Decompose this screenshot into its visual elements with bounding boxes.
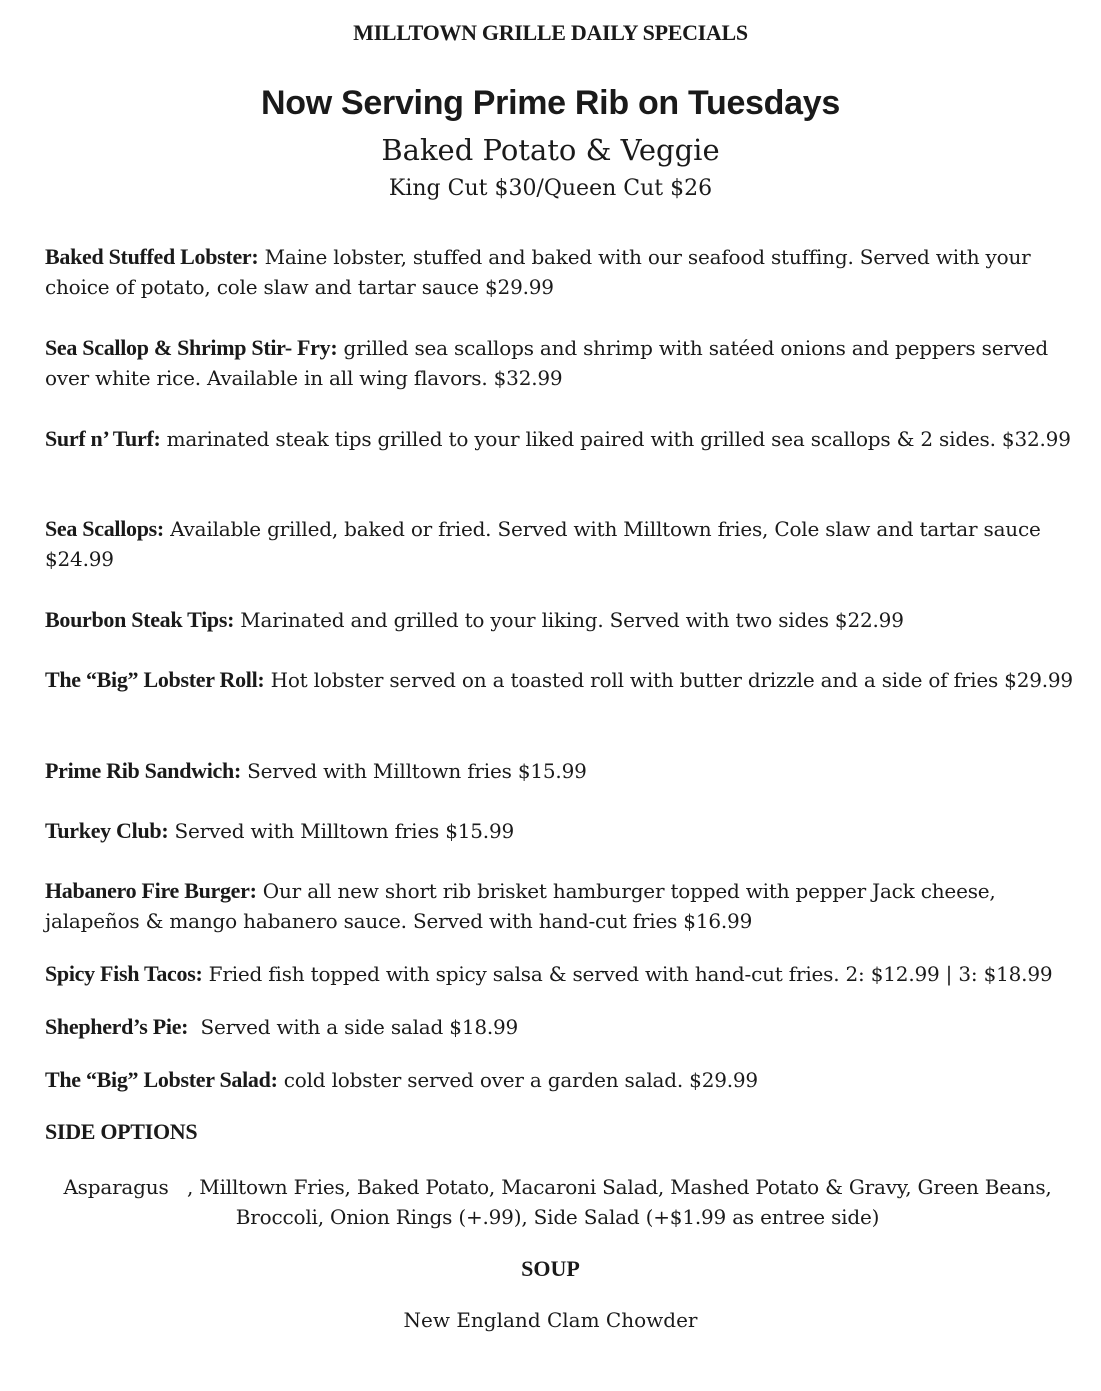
menu-item-name: Sea Scallops: [45, 516, 164, 541]
menu-item [45, 424, 1075, 454]
menu-item-description: cold lobster served over a garden salad. $29.99 [277, 1068, 758, 1092]
menu-item-description: Available grilled, baked or fried. Served with Milltown fries, Cole slaw and tartar sauce $24.99 [45, 517, 1041, 571]
side-options-text: Asparagus , Milltown Fries, Baked Potato, Macaroni Salad, Mashed Potato & Gravy, Green Beans, Broccoli, Onion Rings (+.99), Side Salad (+$1.99 as entree side) [63, 1175, 1058, 1229]
menu-item [45, 1012, 1075, 1042]
menu-item-description: Maine lobster, stuffed and baked with our seafood stuffing. Served with your choice of potato, cole slaw and tartar sauce $29.99 [45, 245, 1031, 299]
menu-item-name: The “Big” Lobster Roll: [45, 667, 265, 692]
menu-item [45, 756, 1075, 786]
menu-item [45, 959, 1075, 989]
menu-item-name: Baked Stuffed Lobster: [45, 244, 259, 269]
menu-item [45, 1065, 1075, 1095]
menu-item [45, 333, 1075, 393]
menu-item [45, 605, 1075, 635]
prime-rib-prices: King Cut $30/Queen Cut $26 [388, 176, 713, 201]
menu-item-description: Served with Milltown fries $15.99 [240, 759, 587, 783]
menu-item-name: Bourbon Steak Tips: [45, 607, 235, 632]
menu-item-description: marinated steak tips grilled to your liked paired with grilled sea scallops & 2 sides. $32.99 [160, 427, 1071, 451]
menu-item-name: Shepherd’s Pie: [45, 1014, 189, 1039]
side-options-list [60, 1172, 1058, 1232]
menu-item-description: Hot lobster served on a toasted roll with butter drizzle and a side of fries $29.99 [264, 668, 1073, 692]
menu-item-description: grilled sea scallops and shrimp with satéed onions and peppers served over white rice. Available in all wing flavors. $32.99 [45, 336, 1049, 390]
menu-item-name: Turkey Club: [45, 818, 169, 843]
menu-item-name: Prime Rib Sandwich: [45, 758, 241, 783]
menu-item-description: Served with Milltown fries $15.99 [168, 819, 515, 843]
menu-title: MILLTOWN GRILLE DAILY SPECIALS [353, 20, 748, 45]
side-options-heading: SIDE OPTIONS [45, 1119, 198, 1144]
menu-item-name: Sea Scallop & Shrimp Stir- Fry: [45, 335, 338, 360]
menu-item-description: Our all new short rib brisket hamburger topped with pepper Jack cheese, jalapeños & mango habanero sauce. Served with hand-cut fries $16.99 [45, 879, 996, 933]
menu-item-name: Spicy Fish Tacos: [45, 961, 203, 986]
soup-item: New England Clam Chowder [403, 1308, 698, 1332]
menu-item [45, 665, 1075, 695]
menu-item [45, 876, 1075, 936]
menu-item [45, 816, 1075, 846]
menu-item [45, 242, 1075, 302]
menu-item-description: Fried fish topped with spicy salsa & served with hand-cut fries. 2: $12.99 | 3: $18.99 [202, 962, 1053, 986]
prime-rib-heading: Now Serving Prime Rib on Tuesdays [261, 84, 840, 122]
prime-rib-sides: Baked Potato & Veggie [381, 133, 720, 167]
menu-item-description: Marinated and grilled to your liking. Served with two sides $22.99 [234, 608, 904, 632]
menu-item-description: Served with a side salad $18.99 [188, 1015, 519, 1039]
menu-item-name: Surf n’ Turf: [45, 426, 161, 451]
menu-item-name: The “Big” Lobster Salad: [45, 1067, 278, 1092]
soup-heading: SOUP [521, 1256, 580, 1281]
menu-item [45, 514, 1075, 574]
menu-item-name: Habanero Fire Burger: [45, 878, 257, 903]
